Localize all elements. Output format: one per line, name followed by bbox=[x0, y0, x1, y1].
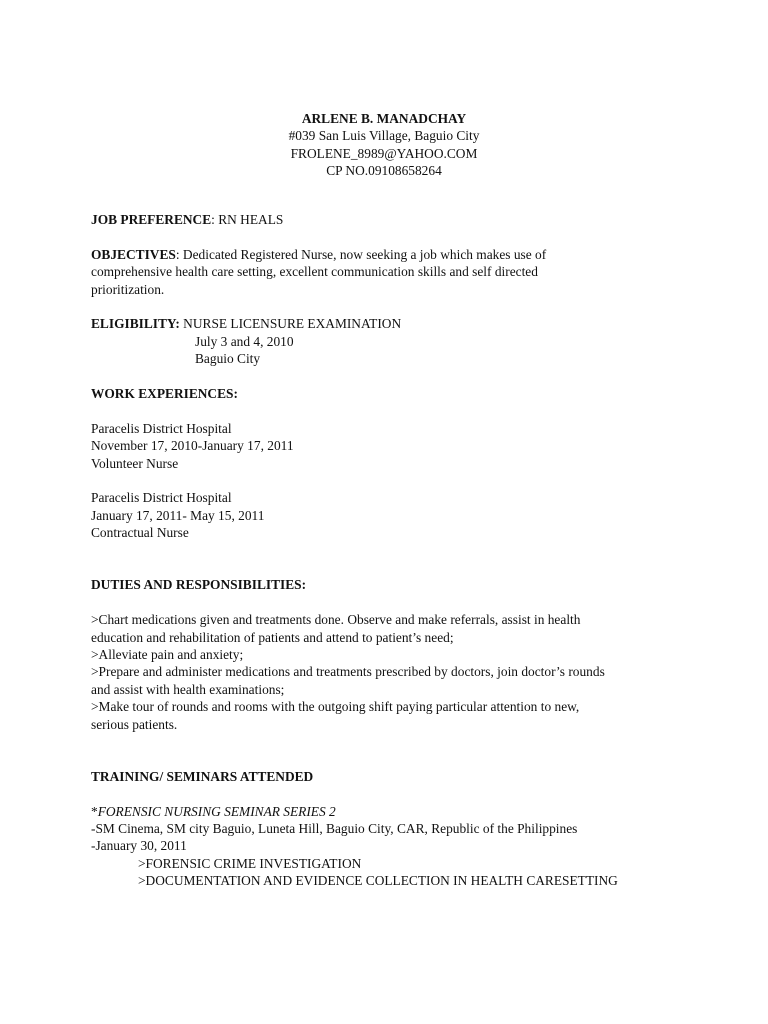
duties-section bbox=[91, 576, 691, 733]
duties-line: serious patients. bbox=[91, 716, 178, 732]
applicant-name: ARLENE B. MANADCHAY bbox=[301, 111, 467, 126]
duties-heading: DUTIES AND RESPONSIBILITIES: bbox=[91, 577, 307, 593]
objectives-line: : Dedicated Registered Nurse, now seeking a job which makes use of bbox=[175, 246, 547, 262]
applicant-phone: CP NO.09108658264 bbox=[326, 163, 442, 179]
work-entry bbox=[91, 420, 691, 472]
work-place: Paracelis District Hospital bbox=[91, 420, 232, 436]
eligibility-exam: NURSE LICENSURE EXAMINATION bbox=[179, 316, 402, 332]
eligibility-label: ELIGIBILITY: bbox=[91, 316, 180, 332]
duties-line: >Make tour of rounds and rooms with the outgoing shift paying particular attention to new, bbox=[91, 699, 580, 715]
resume-body bbox=[91, 211, 691, 890]
work-entry bbox=[91, 489, 691, 541]
resume-header bbox=[0, 110, 768, 180]
work-place: Paracelis District Hospital bbox=[91, 490, 232, 506]
work-dates: November 17, 2010-January 17, 2011 bbox=[91, 438, 294, 454]
seminar-topic: >DOCUMENTATION AND EVIDENCE COLLECTION IN HEALTH CARESETTING bbox=[138, 873, 618, 889]
work-section bbox=[91, 385, 691, 542]
seminar-prefix: * bbox=[91, 803, 98, 819]
duties-line: and assist with health examinations; bbox=[91, 681, 285, 697]
work-heading: WORK EXPERIENCES: bbox=[91, 386, 238, 402]
job-preference-value: : RN HEALS bbox=[211, 212, 284, 227]
objectives-label: OBJECTIVES bbox=[91, 246, 176, 262]
seminar-location: -SM Cinema, SM city Baguio, Luneta Hill, Baguio City, CAR, Republic of the Philippines bbox=[91, 821, 578, 837]
duties-line: education and rehabilitation of patients and attend to patient’s need; bbox=[91, 629, 454, 645]
eligibility-place: Baguio City bbox=[195, 351, 261, 367]
seminar-date: -January 30, 2011 bbox=[91, 838, 187, 854]
training-heading: TRAINING/ SEMINARS ATTENDED bbox=[91, 768, 314, 784]
job-preference-label: JOB PREFERENCE bbox=[91, 212, 212, 227]
applicant-address: #039 San Luis Village, Baguio City bbox=[288, 128, 480, 144]
work-dates: January 17, 2011- May 15, 2011 bbox=[91, 507, 265, 523]
duties-line: >Chart medications given and treatments done. Observe and make referrals, assist in health bbox=[91, 612, 581, 628]
seminar-topic: >FORENSIC CRIME INVESTIGATION bbox=[138, 855, 362, 871]
seminar-title: FORENSIC NURSING SEMINAR SERIES 2 bbox=[97, 803, 336, 819]
work-role: Volunteer Nurse bbox=[91, 455, 179, 471]
duties-line: >Alleviate pain and anxiety; bbox=[91, 647, 244, 663]
objectives-line: prioritization. bbox=[91, 281, 165, 297]
eligibility-date: July 3 and 4, 2010 bbox=[195, 333, 294, 349]
job-preference bbox=[91, 211, 691, 228]
applicant-email: FROLENE_8989@YAHOO.COM bbox=[290, 145, 478, 161]
training-section bbox=[91, 768, 691, 890]
objectives-line: comprehensive health care setting, excellent communication skills and self directed bbox=[91, 264, 538, 280]
work-role: Contractual Nurse bbox=[91, 525, 189, 541]
objectives-section bbox=[91, 246, 691, 298]
eligibility-section bbox=[91, 315, 691, 367]
duties-line: >Prepare and administer medications and treatments prescribed by doctors, join doctor’s rounds bbox=[91, 664, 605, 680]
